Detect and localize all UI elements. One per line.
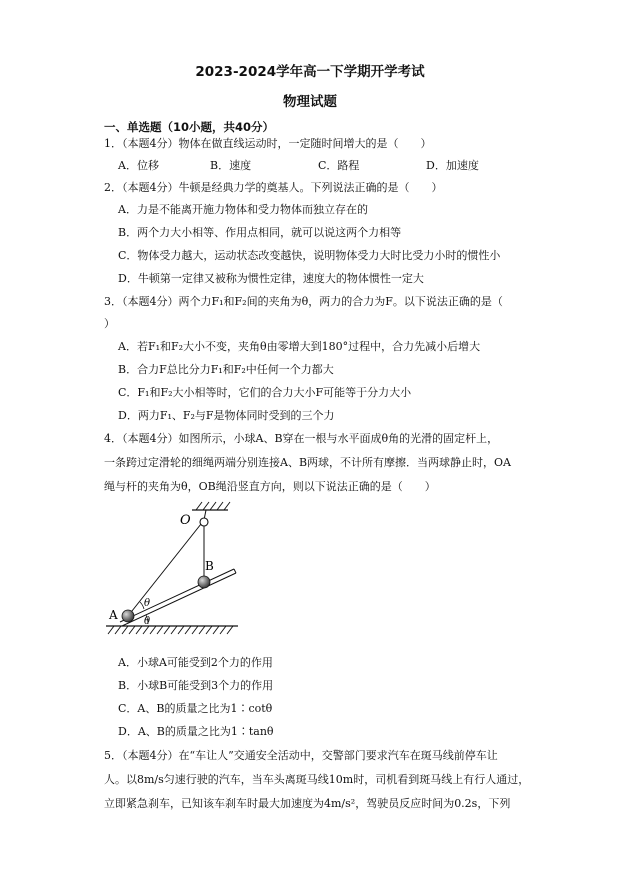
question-5-stem-line-2: 人。以8m/s匀速行驶的汽车，当车头离斑马线10m时，司机看到斑马线上有行人通过，	[104, 773, 530, 786]
label-a: A	[109, 608, 118, 622]
ceiling-hatching	[196, 502, 230, 510]
question-2-stem: 2．（本题4分）牛顿是经典力学的奠基人。下列说法正确的是（ ）	[104, 181, 443, 194]
label-theta-lower: θ	[144, 616, 151, 627]
question-3-option-b: B．合力F总比分力F₁和F₂中任何一个力都大	[118, 363, 334, 376]
question-1-stem: 1．（本题4分）物体在做直线运动时，一定随时间增大的是（ ）	[104, 137, 432, 150]
question-4-stem-line-1: 4．（本题4分）如图所示，小球A、B穿在一根与水平面成θ角的光滑的固定杆上，	[104, 432, 499, 445]
ball-a	[122, 610, 134, 622]
rod-edge-top	[120, 569, 234, 622]
question-5-stem-line-1: 5．（本题4分）在“车让人”交通安全活动中，交警部门要求汽车在斑马线前停车让	[104, 749, 498, 762]
pulley-circle	[200, 518, 208, 526]
section-heading: 一、单选题（10小题，共40分）	[104, 120, 275, 134]
rod-end	[234, 569, 236, 573]
question-4-stem-line-3: 绳与杆的夹角为θ，OB绳沿竖直方向，则以下说法正确的是（ ）	[104, 480, 436, 493]
question-1-option-b: B．速度	[210, 159, 252, 172]
question-3-stem-line-2: ）	[104, 317, 115, 330]
rod-edge-bottom	[122, 573, 236, 626]
question-4-option-b: B．小球B可能受到3个力的作用	[118, 679, 274, 692]
exam-subtitle: 物理试题	[283, 94, 337, 110]
question-5-stem-line-3: 立即紧急刹车，已知该车刹车时最大加速度为4m/s²，驾驶员反应时间为0.2s，下列	[104, 797, 511, 810]
question-4-option-d: D．A、B的质量之比为1∶tanθ	[118, 725, 274, 738]
label-o: O	[180, 513, 191, 528]
question-1-option-c: C．路程	[318, 159, 360, 172]
question-3-option-c: C．F₁和F₂大小相等时，它们的合力大小F可能等于分力大小	[118, 386, 412, 399]
question-3-option-a: A．若F₁和F₂大小不变，夹角θ由零增大到180°过程中，合力先减小后增大	[118, 340, 481, 353]
question-4-option-a: A．小球A可能受到2个力的作用	[118, 656, 273, 669]
ground-hatching	[108, 626, 233, 634]
label-theta-upper: θ	[144, 598, 151, 609]
question-2-option-d: D．牛顿第一定律又被称为惯性定律，速度大的物体惯性一定大	[118, 272, 424, 285]
question-2-option-c: C．物体受力越大，运动状态改变越快，说明物体受力大时比受力小时的惯性小	[118, 249, 501, 262]
label-b: B	[205, 559, 214, 573]
ball-b	[198, 576, 210, 588]
question-3-stem-line-1: 3．（本题4分）两个力F₁和F₂间的夹角为θ，两力的合力为F。以下说法正确的是（	[104, 295, 503, 308]
question-4-figure	[100, 498, 245, 638]
rope-oa	[128, 524, 201, 616]
question-4-option-c: C．A、B的质量之比为1∶cotθ	[118, 702, 273, 715]
question-2-option-b: B．两个力大小相等、作用点相同，就可以说这两个力相等	[118, 226, 402, 239]
question-3-option-d: D．两力F₁、F₂与F是物体同时受到的三个力	[118, 409, 335, 422]
question-2-option-a: A．力是不能离开施力物体和受力物体而独立存在的	[118, 203, 368, 216]
question-4-stem-line-2: 一条跨过定滑轮的细绳两端分别连接A、B两球，不计所有摩擦．当两球静止时，OA	[104, 456, 511, 469]
exam-title: 2023-2024学年高一下学期开学考试	[195, 64, 425, 80]
question-1-option-a: A．位移	[118, 159, 159, 172]
question-1-option-d: D．加速度	[426, 159, 479, 172]
